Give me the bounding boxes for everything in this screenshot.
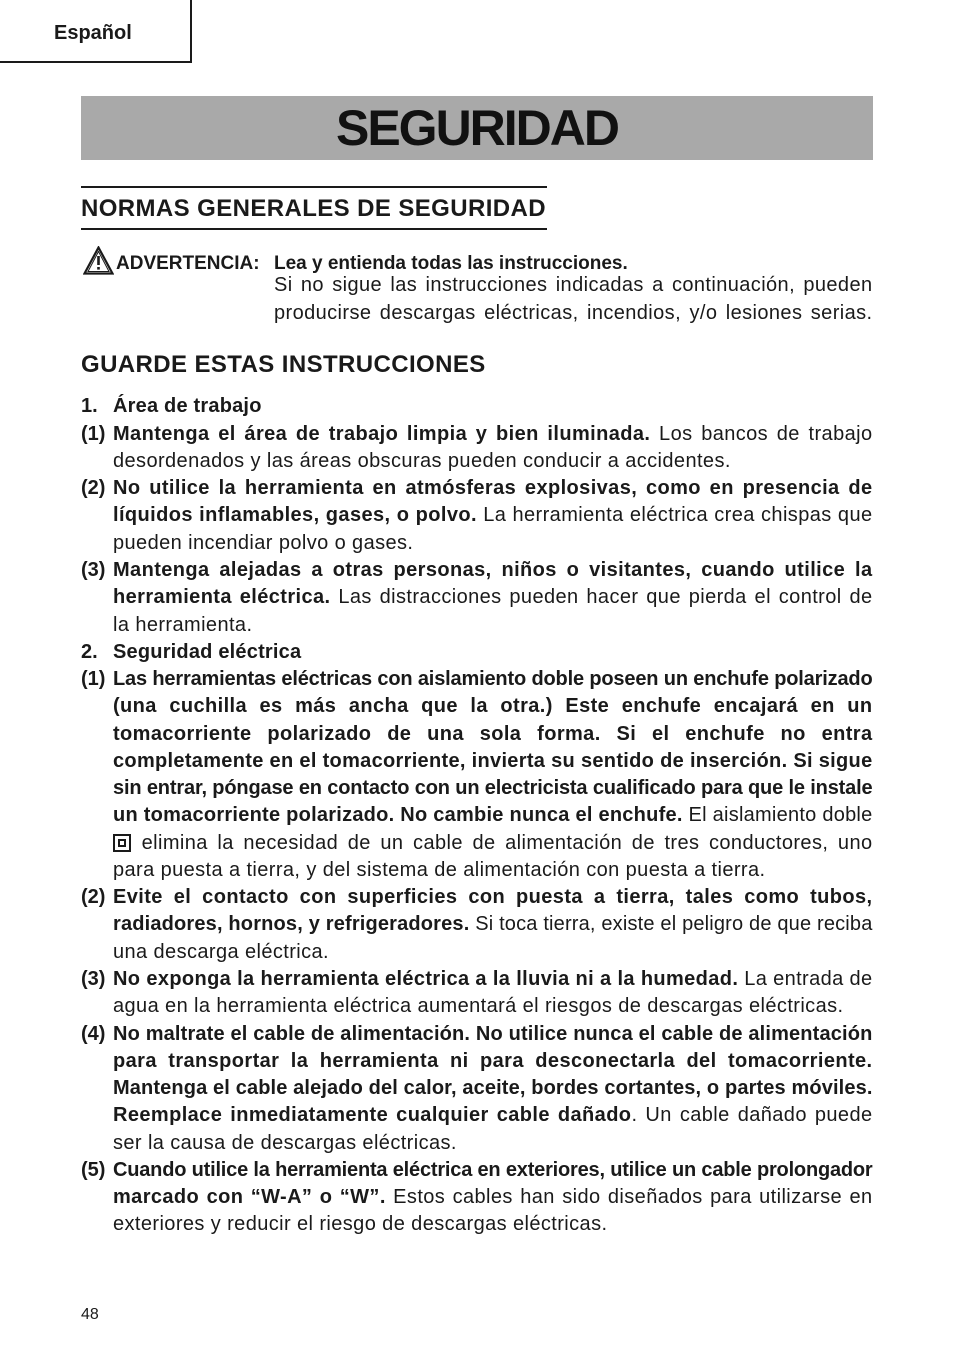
- bold-text: Mantenga el cable alejado del calor, aceite, bordes cortantes, o partes móviles.: [113, 1077, 873, 1100]
- item-number: (4): [81, 1022, 106, 1045]
- item-line-box: [113, 666, 873, 693]
- list-item: [81, 475, 873, 557]
- item-line-text: [113, 1130, 457, 1157]
- body-text: ser la causa de descargas eléctricas.: [113, 1131, 457, 1154]
- item-line-box: [113, 1211, 873, 1238]
- item-line: [81, 475, 873, 502]
- item-line-text: [113, 802, 873, 829]
- item-line: [81, 721, 873, 748]
- language-tab: [0, 0, 192, 63]
- body-text: Si toca tierra, existe el peligro de que reciba: [469, 913, 873, 936]
- item-line-box: [113, 1102, 873, 1129]
- bold-text: marcado con “W-A” o “W”.: [113, 1186, 386, 1209]
- item-line-box: [113, 1157, 873, 1184]
- item-line-box: [113, 584, 873, 611]
- item-line-text: [113, 775, 873, 802]
- bold-text: radiadores, hornos, y refrigeradores.: [113, 913, 470, 936]
- item-line-box: [113, 1184, 873, 1211]
- item-line-text: [113, 993, 843, 1020]
- item-line-text: [113, 530, 413, 557]
- item-line: [81, 1021, 873, 1048]
- item-line-box: [113, 448, 873, 475]
- body-text: . Un cable dañado puede: [631, 1104, 873, 1127]
- item-line: [81, 1130, 873, 1157]
- item-line-box: [113, 1048, 873, 1075]
- item-line-text: [113, 1048, 873, 1075]
- item-line-text: [113, 1021, 873, 1048]
- item-line: [81, 584, 873, 611]
- item-line-box: [113, 966, 873, 993]
- item-line-box: [113, 1075, 873, 1102]
- warning-label: ADVERTENCIA:: [116, 253, 260, 274]
- bold-text: completamente en el tomacorriente, invierta su sentido de inserción. Si sigue: [113, 749, 873, 772]
- item-line: [81, 830, 873, 857]
- item-line-text: [113, 584, 873, 611]
- group-title: Seguridad eléctrica: [113, 640, 302, 663]
- section-heading-save-instructions: GUARDE ESTAS INSTRUCCIONES: [81, 351, 486, 378]
- item-number: (1): [81, 668, 106, 691]
- language-tab-label: Español: [54, 22, 132, 44]
- bold-text: Cuando utilice la herramienta eléctrica en exteriores, utilice un cable prolongador: [113, 1158, 873, 1181]
- group-number: 2.: [81, 640, 98, 663]
- group-title: Área de trabajo: [113, 395, 262, 418]
- bold-text: Reemplace inmediatamente cualquier cable dañado: [113, 1104, 632, 1127]
- item-line: [81, 802, 873, 829]
- item-line-text: [113, 857, 765, 884]
- item-line-text: [113, 1211, 607, 1238]
- item-line-text: [113, 666, 873, 693]
- list-item: [81, 557, 873, 639]
- body-text: La herramienta eléctrica crea chispas que: [476, 504, 873, 527]
- item-line-box: [113, 1021, 873, 1048]
- item-line: [81, 775, 873, 802]
- warning-line-text: Si no sigue las instrucciones indicadas a continuación, pueden: [274, 274, 873, 296]
- item-line-text: [113, 421, 873, 448]
- body-text: para puesta a tierra, y del sistema de alimentación con puesta a tierra.: [113, 858, 766, 881]
- body-text: El aislamiento doble: [682, 804, 873, 827]
- item-line: [81, 857, 873, 884]
- body-text: pueden incendiar polvo o gases.: [113, 531, 414, 554]
- warning-triangle-icon: [83, 246, 114, 275]
- bold-text: (una cuchilla es más ancha que la otra.) Este enchufe encajará en un: [113, 695, 873, 718]
- item-line-text: [113, 557, 873, 584]
- item-line-box: [113, 721, 873, 748]
- bold-text: No utilice la herramienta en atmósferas explosivas, como en presencia de: [113, 477, 873, 500]
- item-line-text: [113, 448, 731, 475]
- item-line: [81, 693, 873, 720]
- item-line-box: [113, 830, 873, 857]
- group-heading: [81, 393, 873, 420]
- item-number: (3): [81, 967, 106, 990]
- warning-line-box: [274, 272, 873, 300]
- warning-headline: Lea y entienda todas las instrucciones.: [274, 253, 628, 274]
- body-text: una descarga eléctrica.: [113, 940, 329, 963]
- body-text: desordenados y las áreas obscuras pueden conducir a accidentes.: [113, 449, 731, 472]
- item-number: (2): [81, 477, 106, 500]
- body-text: agua en la herramienta eléctrica aumentará el riesgos de descargas eléctricas.: [113, 995, 844, 1018]
- item-line: [81, 911, 873, 938]
- item-line-text: [113, 612, 252, 639]
- warning-line: [274, 300, 873, 328]
- item-line-text: [113, 911, 873, 938]
- bold-text: sin entrar, póngase en contacto con un electricista cualificado para que le instale: [113, 777, 873, 800]
- item-line: [81, 1075, 873, 1102]
- item-line: [81, 939, 873, 966]
- item-number: (5): [81, 1158, 106, 1181]
- item-line-text: [113, 693, 873, 720]
- item-line-box: [113, 775, 873, 802]
- bold-text: Evite el contacto con superficies con puesta a tierra, tales como tubos,: [113, 886, 873, 909]
- item-line-box: [113, 884, 873, 911]
- bold-text: herramienta eléctrica.: [113, 586, 331, 609]
- body-text: La entrada de: [738, 967, 873, 990]
- item-line-text: [113, 1075, 873, 1102]
- body-text: exteriores y reducir el riesgo de descargas eléctricas.: [113, 1213, 608, 1236]
- page-number: 48: [81, 1306, 99, 1323]
- item-line-text: [113, 830, 873, 857]
- list-item: [81, 884, 873, 966]
- group-number: 1.: [81, 395, 98, 418]
- bold-text: Las herramientas eléctricas con aislamiento doble poseen un enchufe polarizado: [113, 668, 873, 691]
- instruction-list: [81, 393, 873, 1238]
- item-line: [81, 666, 873, 693]
- warning-line: [274, 272, 873, 300]
- item-line: [81, 1048, 873, 1075]
- item-line: [81, 421, 873, 448]
- item-line: [81, 993, 873, 1020]
- item-line-box: [113, 612, 873, 639]
- item-line-box: [113, 857, 873, 884]
- body-text: Los bancos de trabajo: [650, 422, 873, 445]
- bold-text: un tomacorriente polarizado. No cambie nunca el enchufe.: [113, 804, 683, 827]
- warning-line-text: producirse descargas eléctricas, incendios, y/o lesiones serias.: [274, 301, 873, 324]
- body-text: Estos cables han sido diseñados para utilizarse en: [385, 1186, 873, 1209]
- section-group-1: [81, 393, 873, 638]
- item-number: (3): [81, 558, 106, 581]
- item-line-text: [113, 502, 873, 529]
- item-line-text: [113, 884, 873, 911]
- item-line-box: [113, 530, 873, 557]
- item-line-box: [113, 993, 873, 1020]
- bold-text: para transportar la herramienta ni para desconectarla del tomacorriente.: [113, 1049, 873, 1072]
- item-line-text: [113, 966, 873, 993]
- warning-text: [274, 272, 873, 327]
- list-item: [81, 666, 873, 884]
- item-line-box: [113, 475, 873, 502]
- item-line: [81, 502, 873, 529]
- item-number: (1): [81, 422, 106, 445]
- bold-text: No maltrate el cable de alimentación. No utilice nunca el cable de alimentación: [113, 1022, 873, 1045]
- item-line-text: [113, 721, 873, 748]
- list-item: [81, 421, 873, 476]
- list-item: [81, 1021, 873, 1157]
- warning-line-box: [274, 300, 873, 328]
- item-line: [81, 1211, 873, 1238]
- body-text: la herramienta.: [113, 613, 253, 636]
- item-line-box: [113, 748, 873, 775]
- bold-text: tomacorriente polarizado de una sola forma. Si el enchufe no entra: [113, 722, 873, 745]
- item-line-box: [113, 421, 873, 448]
- item-line: [81, 557, 873, 584]
- section-heading-general-safety: NORMAS GENERALES DE SEGURIDAD: [81, 186, 547, 230]
- item-line-box: [113, 911, 873, 938]
- bold-text: Mantenga el área de trabajo limpia y bien iluminada.: [113, 422, 651, 445]
- item-line-box: [113, 557, 873, 584]
- item-line-box: [113, 693, 873, 720]
- item-line: [81, 1184, 873, 1211]
- body-text: Las distracciones pueden hacer que pierda el control de: [330, 586, 873, 609]
- bold-text: No exponga la herramienta eléctrica a la lluvia ni a la humedad.: [113, 967, 739, 990]
- item-line: [81, 748, 873, 775]
- double-insulation-icon: [113, 834, 131, 852]
- item-line-text: [113, 748, 873, 775]
- list-item: [81, 966, 873, 1021]
- body-text: elimina la necesidad de un cable de alimentación de tres conductores, uno: [132, 831, 873, 854]
- section-group-2: [81, 639, 873, 1239]
- bold-text: Mantenga alejadas a otras personas, niños o visitantes, cuando utilice la: [113, 558, 873, 581]
- item-line-box: [113, 939, 873, 966]
- group-heading: [81, 639, 873, 666]
- item-line-box: [113, 1130, 873, 1157]
- item-line-text: [113, 1102, 873, 1129]
- item-line: [81, 530, 873, 557]
- item-line-text: [113, 1184, 873, 1211]
- item-line: [81, 966, 873, 993]
- item-number: (2): [81, 886, 106, 909]
- item-line: [81, 884, 873, 911]
- item-line-box: [113, 802, 873, 829]
- item-line-box: [113, 502, 873, 529]
- page-title: SEGURIDAD: [335, 100, 619, 156]
- bold-text: líquidos inflamables, gases, o polvo.: [113, 504, 477, 527]
- item-line: [81, 612, 873, 639]
- item-line: [81, 1102, 873, 1129]
- title-banner: [81, 96, 873, 160]
- list-item: [81, 1157, 873, 1239]
- item-line: [81, 448, 873, 475]
- item-line: [81, 1157, 873, 1184]
- item-line-text: [113, 939, 329, 966]
- item-line-text: [113, 1157, 873, 1184]
- item-line-text: [113, 475, 873, 502]
